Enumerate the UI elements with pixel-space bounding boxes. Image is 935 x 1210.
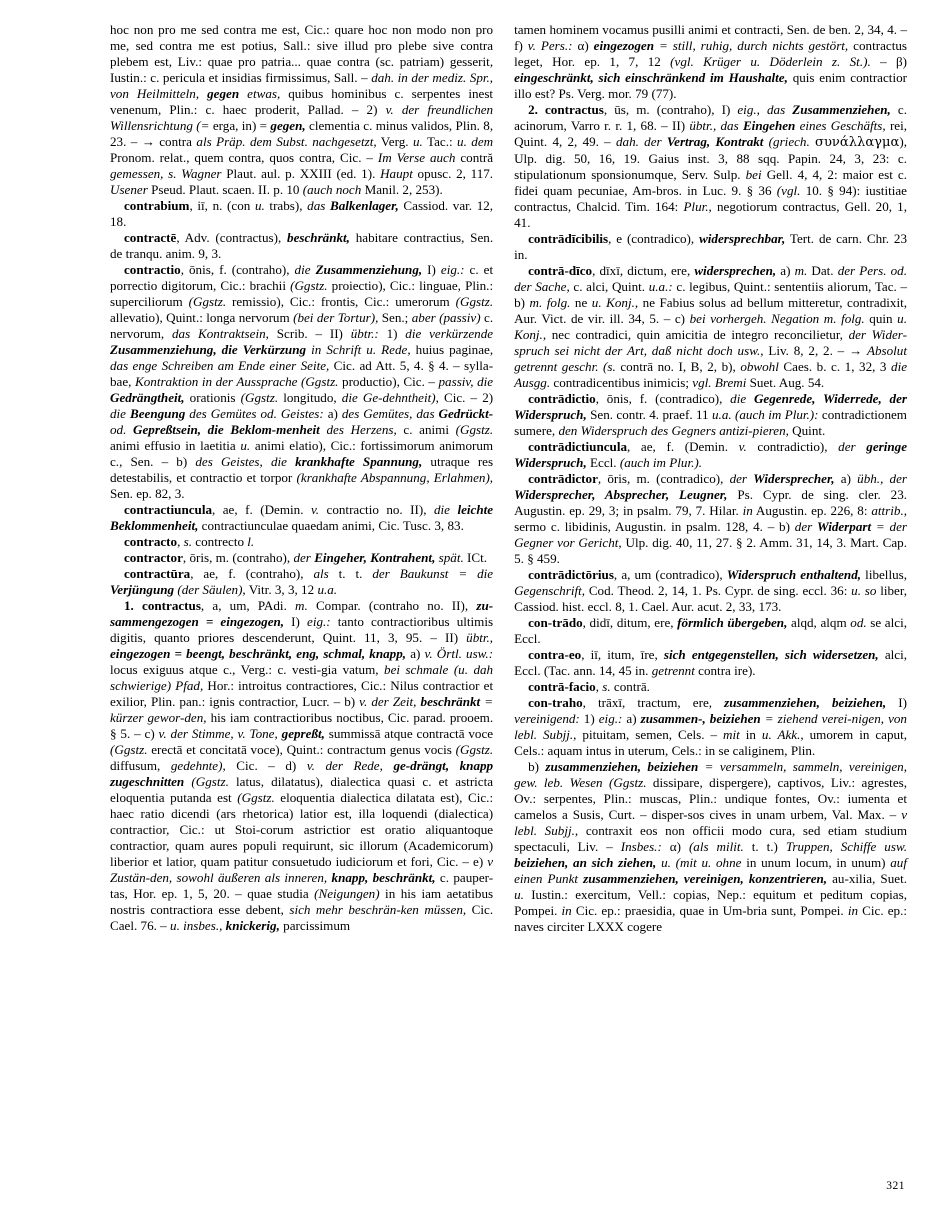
- dictionary-entry: contractē, Adv. (contractus), beschränkt, habitare contractius, Sen. de tranqu. anim. 9, 3.: [110, 230, 494, 261]
- column-right: [514, 22, 907, 935]
- dictionary-entry: contrādictor, ōris, m. (contradico), der Widersprecher, a) übh., der Widersprecher, Absprecher, Leugner, Ps. Cypr. de sing. cler. 23. Augustin. ep. 29, 3; in psalm. 79, 7. Hilar. in Augustin. ep. 226, 8: attrib., sermo c. libidinis, Augustin. in psalm. 128, 4. – b) der Widerpart = der Gegner vor Gericht, Ulp. dig. 40, 11, 27. § 2. Amm. 31, 14, 3. Mart. Cap. 5. § 459.: [514, 471, 908, 566]
- dictionary-entry: contrādīcibilis, e (contradico), widersprechbar, Tert. de carn. Chr. 23 in.: [514, 231, 907, 262]
- dictionary-entry: contrādictōrius, a, um (contradico), Widerspruch enthaltend, libellus, Gegenschrift, Cod. Theod. 2, 14, 1. Ps. Cypr. de sing. eccl. 36: u. so liber, Cassiod. hist. eccl. 8, 1. Cael. Aur. acut. 2, 33, 173.: [514, 567, 908, 614]
- dictionary-entry: contractiuncula, ae, f. (Demin. v. contractio no. II), die leichte Beklommenheit, contractiunculae quaedam animi, Cic. Tusc. 3, 83.: [110, 502, 494, 533]
- dictionary-entry: tamen hominem vocamus pusilli animi et contracti, Sen. de ben. 2, 34, 4. – f) v. Pers.: α) eingezogen = still, ruhig, durch nichts gestört, contractus leget, Hor. ep. 1, 7, 12 (vgl. Krüger u. Döderlein z. St.). – β) eingeschränkt, sich einschränkend im Haushalte, quis enim contractior illo est? Ps. Verg. mor. 79 (77).: [514, 22, 907, 101]
- dictionary-entry: contractor, ōris, m. (contraho), der Eingeher, Kontrahent, spät. ICt.: [124, 550, 488, 565]
- dictionary-entry: con-traho, trāxī, tractum, ere, zusammenziehen, beiziehen, I) vereinigend: 1) eig.: a) zusammen-, beiziehen = ziehend verei-nigen, von lebl. Subjj., pituitam, semen, Cels. – mit in u. Akk., umorem in caput, Cels.: aquam intus in uterum, Cels.: in se caliginem, Plin.: [514, 695, 907, 758]
- dictionary-entry: contracto, s. contrecto l.: [124, 534, 255, 549]
- page-number: 321: [886, 1180, 905, 1192]
- dictionary-entry: contractūra, ae, f. (contraho), als t. t. der Baukunst = die Verjüngung (der Säulen), Vitr. 3, 3, 12 u.a.: [110, 566, 494, 597]
- dictionary-entry: contractio, ōnis, f. (contraho), die Zusammenziehung, I) eig.: c. et porrectio digitorum, Cic.: brachii (Ggstz. proiectio), Cic.: linguae, Plin.: superciliorum (Ggstz. remissio), Cic.: frontis, Cic.: umerorum (Ggstz. allevatio), Quint.: longa nervorum (bei der Tortur), Sen.; aber (passiv) c. nervorum, das Kontraktsein, Scrib. – II) übtr.: 1) die verkürzende Zusammenziehung, die Verkürzung in Schrift u. Rede, huius paginae, das enge Schreiben am Ende einer Seite, Cic. ad Att. 5, 4. § 4. – sylla-bae, Kontraktion in der Aussprache (Ggstz. productio), Cic. – passiv, die Gedrängtheit, orationis (Ggstz. longitudo, die Ge-dehntheit), Cic. – 2) die Beengung des Gemütes od. Geistes: a) des Gemütes, das Gedrückt- od. Gepreßtsein, die Beklom-menheit des Herzens, c. animi (Ggstz. animi effusio in laetitia u. animi elatio), Cic.: fortissimorum animorum c., Sen. – b) des Geistes, die krankhafte Spannung, utraque res detestabilis, et contractio et torpor (krankhafte Abspannung, Erlahmen), Sen. ep. 82, 3.: [110, 262, 494, 501]
- dictionary-entry: contrā-facio, s. contrā.: [528, 679, 650, 694]
- dictionary-entry: contrabium, iī, n. (con u. trabs), das Balkenlager, Cassiod. var. 12, 18.: [110, 198, 494, 229]
- dictionary-entry: b) zusammenziehen, beiziehen = versammeln, sammeln, vereinigen, gew. leb. Wesen (Ggstz. dissipare, dispergere), captivos, Liv.: agrestes, Ov.: serpentes, Plin.: muscas, Plin.: undique fontes, Ov.: iumenta et camelos a Susis, Curt. – disper-sos cives in unam urbem, Val. Max. – v lebl. Subjj., contraxit eos non officii modo cura, sed etiam studium spectaculi, Liv. – Insbes.: α) (als milit. t. t.) Truppen, Schiffe usw. beiziehen, an sich ziehen, u. (mit u. ohne in unum locum, in unum) auf einen Punkt zusammenziehen, vereinigen, konzentrieren, au-xilia, Suet. u. Iustin.: exercitum, Vell.: copias, Nep.: equitum et peditum copias, Pompei. in Cic. ep.: praesidia, quae in Um-bria sunt, Pompei. in Cic. ep.: naves circiter LXXX cogere: [514, 759, 907, 934]
- dictionary-entry: contra-eo, iī, itum, īre, sich entgegenstellen, sich widersetzen, alci, Eccl. (Tac. ann. 14, 45 in. getrennt contra ire).: [514, 647, 907, 678]
- dictionary-entry: 2. contractus, ūs, m. (contraho), I) eig., das Zusammenziehen, c. acinorum, Varro r. r. 1, 68. – II) übtr., das Eingehen eines Geschäfts, rei, Quint. 4, 2, 49. – dah. der Vertrag, Kontrakt (griech. συνάλλαγμα), Ulp. dig. 50, 16, 19. Gaius inst. 3, 88 sqq. Papin. 24, 3, 23: c. stipulationum sponsionumque, Serv. Sulp. bei Gell. 4, 4, 2: maior est c. fidei quam pecuniae, Am-bros. in Luc. 9. § 36 (vgl. 10. § 94): iustitiae contractus, Chalcid. Tim. 164: Plur., negotiorum contractus, Gell. 20, 1, 41.: [514, 102, 908, 230]
- dictionary-entry: contrādictiuncula, ae, f. (Demin. v. contradictio), der geringe Widerspruch, Eccl. (auch im Plur.).: [514, 439, 908, 470]
- dictionary-entry: hoc non pro me sed contra me est, Cic.: quare hoc non modo non pro me, sed contra me est potius, Sall.: sive illud pro plebe sive contra plebem est, Liv.: quae pro patria... quae contra (sc. patriam) gesserit, Iustin.: c. pericula et insidias firmissimus, Sall. – dah. in der mediz. Spr., von Heilmitteln, gegen etwas, quibus hominibus c. serpentes inest venenum, Plin.: c. haec proderit, Pallad. – 2) v. der freundlichen Willensrichtung (= erga, in) = gegen, clementia c. minus validos, Plin. 8, 23. – → contra als Präp. dem Subst. nachgesetzt, Verg. u. Tac.: u. dem Pronom. relat., quem contra, quos contra, Cic. – Im Verse auch contră gemessen, s. Wagner Plaut. aul. p. XXIII (ed. 1). Haupt opusc. 2, 117. Usener Pseud. Plaut. scaen. II. p. 10 (auch noch Manil. 2, 253).: [110, 22, 494, 197]
- column-left: [110, 22, 493, 934]
- dictionary-entry: con-trādo, didī, ditum, ere, förmlich übergeben, alqd, alqm od. se alci, Eccl.: [514, 615, 907, 646]
- two-column-body: [28, 22, 907, 1162]
- dictionary-entry: 1. contractus, a, um, PAdi. m. Compar. (contraho no. II), zu-sammengezogen = eingezogen, I) eig.: tanto contractioribus ultimis digitis, quanto priores descenderunt, Quint. 11, 3, 95. – II) übtr., eingezogen = beengt, beschränkt, eng, schmal, knapp, a) v. Örtl. usw.: locus exiguus atque c., Verg.: c. vesti-gia vatum, bei schmale (u. dah schwierige) Pfad, Hor.: introitus contractiores, Cic.: Nilus contractior et exilior, Plin. pan.: ignis contractior, Lucr. – b) v. der Zeit, beschränkt = kürzer gewor-den, his iam contractioribus noctibus, Cic. parad. prooem. § 5. – c) v. der Stimme, v. Tone, gepreßt, summissā atque contractā voce (Ggstz. erectā et concitatā voce), Quint.: contractum genus vocis (Ggstz. diffusum, gedehnte), Cic. – d) v. der Rede, ge-drängt, knapp zugeschnitten (Ggstz. latus, dilatatus), dialectica quasi c. et astricta eloquentia putanda est (Ggstz. eloquentia dialectica dilatata est), Cic.: haec ratio dicendi (ars rhetorica) latior est, illa loquendi (dialectica) contractior, Cic.: ut Stoi-corum astrictior est oratio aliquantoque contractior, quam aures populi requirunt, sic illorum (Academicorum) liberior et latior, quam patitur consuetudo iudiciorum et fori, Cic. – e) v Zustän-den, sowohl äußeren als inneren, knapp, beschränkt, c. pauper-tas, Hor. ep. 1, 5, 20. – quae studia (Neigungen) in his iam aetatibus nostris contractiora esse debent, sich mehr beschrän-ken müssen, Cic. Cael. 76. – u. insbes., knickerig, parcissimum: [110, 598, 494, 933]
- dictionary-entry: contrā-dīco, dīxī, dictum, ere, widersprechen, a) m. Dat. der Pers. od. der Sache, c. alci, Quint. u.a.: c. legibus, Quint.: sententiis aliorum, Tac. – b) m. folg. ne u. Konj., ne Fabius solus ad bellum mitteretur, contradixit, Aur. Vict. de vir. ill. 34, 5. – c) bei vorhergeh. Negation m. folg. quin u. Konj., nec contradici, quin amicitia de integro reconcilietur, der Wider-spruch sei nicht der Art, daß nicht doch usw., Liv. 8, 2, 2. – → Absolut getrennt geschr. (s. contrā no. I, B, 2, b), obwohl Caes. b. c. 1, 32, 3 die Ausgg. contradicentibus inimicis; vgl. Bremi Suet. Aug. 54.: [514, 263, 908, 390]
- dictionary-entry: contrādictio, ōnis, f. (contradico), die Gegenrede, Widerrede, der Widerspruch, Sen. contr. 4. praef. 11 u.a. (auch im Plur.): contradictionem sumere, den Widerspruch des Gegners antizi-pieren, Quint.: [514, 391, 908, 438]
